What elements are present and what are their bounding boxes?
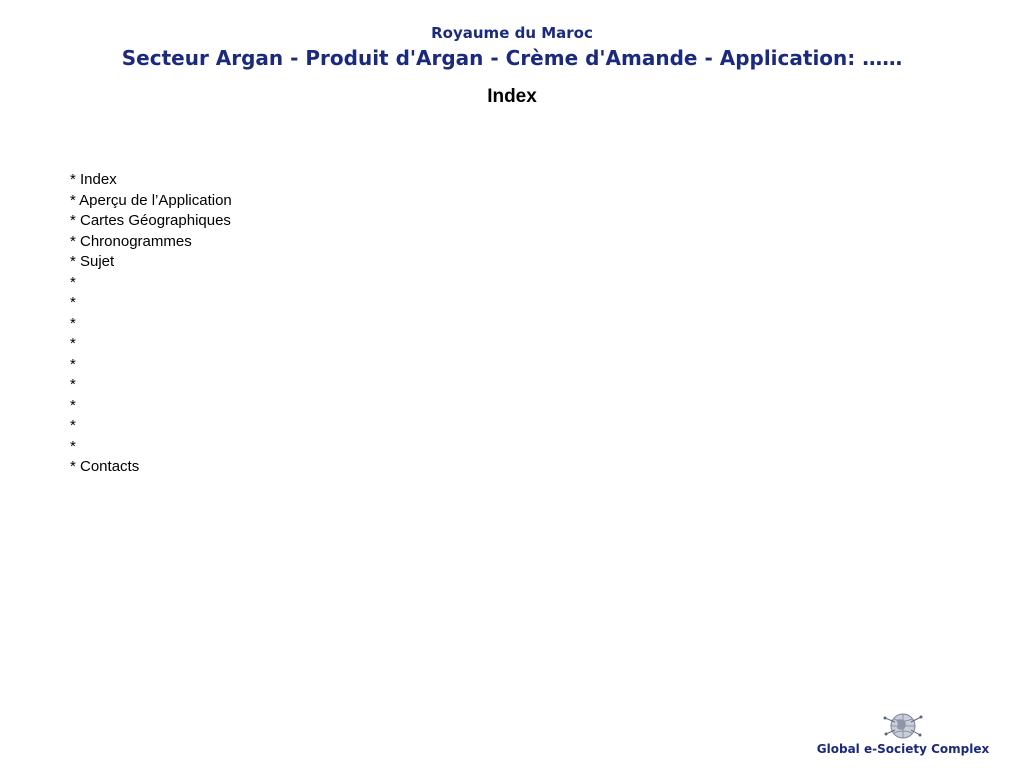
- index-list: [70, 170, 232, 478]
- list-item-cartes: [70, 211, 232, 232]
- empty-link-7[interactable]: *: [70, 396, 76, 414]
- empty-link-3[interactable]: *: [70, 314, 76, 332]
- list-item-empty-9: [70, 437, 232, 458]
- list-item-empty-5: [70, 355, 232, 376]
- empty-link-1[interactable]: *: [70, 273, 76, 291]
- list-item-empty-7: [70, 396, 232, 417]
- list-item-empty-3: [70, 314, 232, 335]
- index-link[interactable]: * Index: [70, 171, 117, 188]
- list-item-contacts: [70, 457, 232, 478]
- empty-link-2[interactable]: *: [70, 294, 76, 311]
- empty-link-6[interactable]: *: [70, 376, 76, 393]
- sujet-link[interactable]: * Sujet: [70, 253, 115, 270]
- country-heading: Royaume du Maroc: [431, 24, 593, 42]
- list-item-sujet: [70, 252, 232, 273]
- contacts-link[interactable]: * Contacts: [70, 458, 140, 475]
- cartes-geographiques-link[interactable]: * Cartes Géographiques: [70, 212, 231, 229]
- list-item-index: [70, 170, 232, 191]
- section-heading: Index: [487, 86, 537, 107]
- list-item-empty-1: [70, 273, 232, 294]
- footer-brand: [808, 712, 998, 756]
- list-item-empty-6: [70, 375, 232, 396]
- list-item-empty-8: [70, 416, 232, 437]
- list-item-apercu: [70, 191, 232, 212]
- empty-link-5[interactable]: *: [70, 355, 76, 373]
- list-item-empty-4: [70, 334, 232, 355]
- list-item-empty-2: [70, 293, 232, 314]
- globe-network-icon: [883, 712, 923, 740]
- list-item-chronogrammes: [70, 232, 232, 253]
- empty-link-8[interactable]: *: [70, 417, 76, 434]
- empty-link-4[interactable]: *: [70, 335, 76, 352]
- brand-name: Global e-Society Complex: [816, 742, 990, 756]
- empty-link-9[interactable]: *: [70, 437, 76, 455]
- chronogrammes-link[interactable]: * Chronogrammes: [70, 232, 192, 250]
- page-title: Secteur Argan - Produit d'Argan - Crème d'Amande - Application: ……: [121, 46, 903, 70]
- apercu-link[interactable]: * Aperçu de l’Application: [70, 191, 232, 209]
